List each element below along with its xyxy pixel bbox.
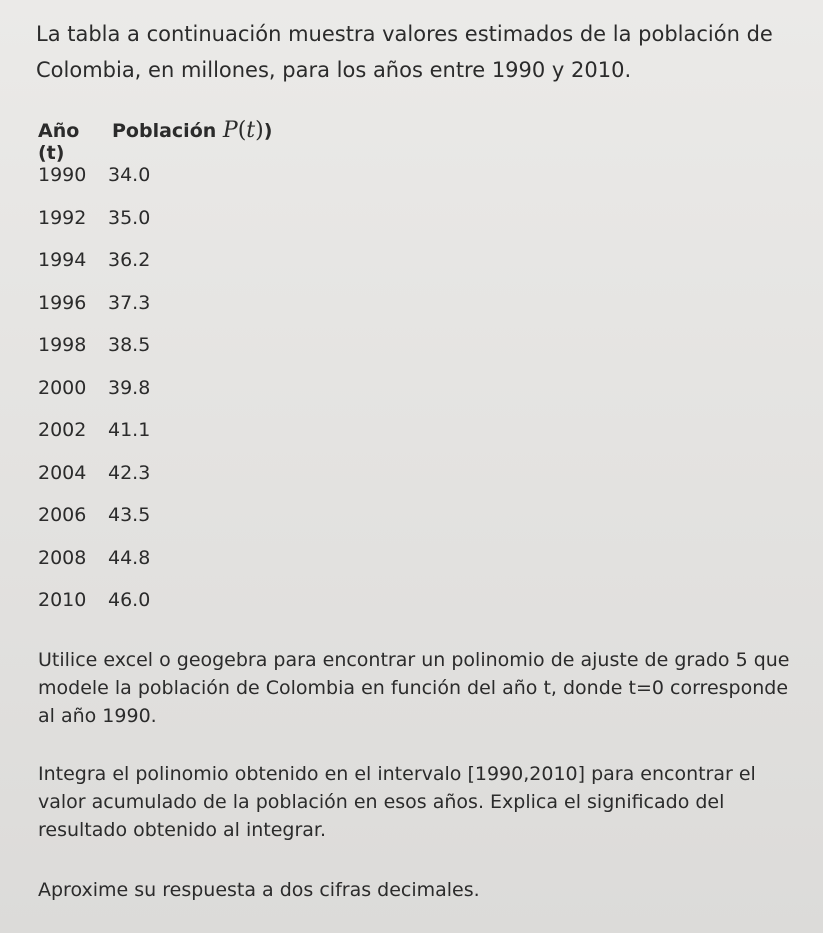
cell-year: 2002	[38, 419, 87, 442]
table-row	[38, 239, 272, 282]
cell-year: 1992	[38, 206, 87, 229]
table-row	[38, 324, 272, 367]
cell-population: 35.0	[108, 206, 151, 229]
math-close-paren: )	[255, 118, 264, 143]
table-row	[38, 282, 272, 325]
cell-population: 41.1	[108, 419, 151, 442]
instruction-paragraph: Utilice excel o geogebra para encontrar un polinomio de ajuste de grado 5 que modele la población de Colombia en función del año t, donde t=0 corresponde al año 1990.	[38, 649, 790, 727]
math-variable-t: t	[246, 118, 256, 143]
cell-population: 37.3	[108, 291, 151, 314]
cell-year: 1998	[38, 334, 87, 357]
cell-population: 36.2	[108, 249, 151, 272]
cell-year: 1990	[38, 164, 87, 187]
intro-text: La tabla a continuación muestra valores estimados de la población de Colombia, en millones, para los años entre 1990 y 2010.	[36, 22, 773, 82]
header-year: Año (t)	[38, 120, 80, 164]
cell-year: 2004	[38, 461, 87, 484]
cell-population: 43.5	[108, 504, 151, 527]
cell-year: 2008	[38, 546, 87, 569]
table-row	[38, 452, 272, 495]
cell-population: 38.5	[108, 334, 151, 357]
header-population-label: Población	[112, 120, 223, 142]
header-population-close: )	[263, 120, 273, 142]
rounding-note: Aproxime su respuesta a dos cifras decimales.	[38, 879, 480, 901]
cell-population: 44.8	[108, 546, 151, 569]
table-row	[38, 197, 272, 240]
cell-population: 39.8	[108, 376, 151, 399]
math-function-p: P	[222, 118, 238, 143]
header-population	[112, 118, 272, 143]
cell-population: 46.0	[108, 589, 151, 612]
cell-year: 2006	[38, 504, 87, 527]
table-header	[38, 118, 273, 164]
cell-population: 34.0	[108, 164, 151, 187]
integration-paragraph: Integra el polinomio obtenido en el intervalo [1990,2010] para encontrar el valor acumulado de la población en esos años. Explica el significado del resultado obtenido al integrar.	[38, 763, 756, 841]
cell-year: 1994	[38, 249, 87, 272]
cell-year: 2010	[38, 589, 87, 612]
cell-year: 1996	[38, 291, 87, 314]
table-row	[38, 494, 272, 537]
table-row	[38, 367, 272, 410]
cell-population: 42.3	[108, 461, 151, 484]
math-open-paren: (	[237, 118, 247, 143]
population-table	[38, 118, 272, 622]
header-population-math	[223, 118, 264, 143]
table-row	[38, 409, 272, 452]
cell-year: 2000	[38, 376, 87, 399]
table-row	[38, 579, 272, 622]
table-row	[38, 537, 272, 580]
